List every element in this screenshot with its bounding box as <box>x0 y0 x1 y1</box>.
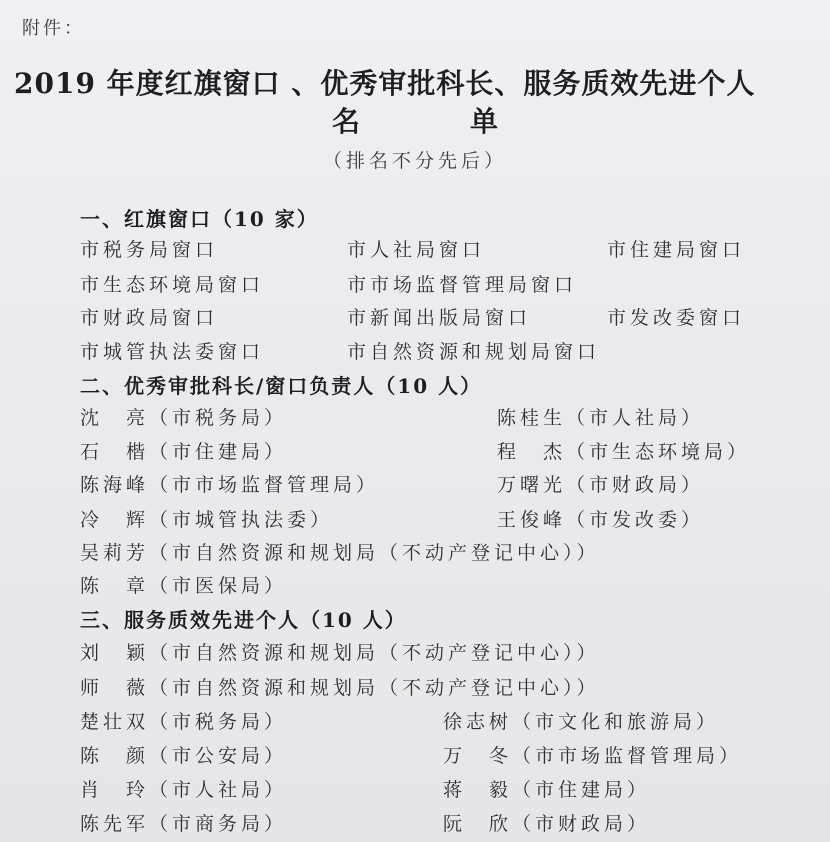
attachment-label: 附件： <box>22 18 85 39</box>
section3-item: 陈 颜（市公安局） <box>80 745 288 767</box>
title-char-ming: 名 <box>331 105 360 138</box>
section1-item: 市生态环境局窗口 <box>80 274 265 296</box>
section3-item: 蒋 毅（市住建局） <box>443 779 651 801</box>
section3-item: 徐志树（市文化和旅游局） <box>443 711 720 733</box>
section1-heading: 一、红旗窗口（10 家） <box>80 207 319 231</box>
section3-item: 肖 玲（市人社局） <box>80 779 288 801</box>
section2-heading: 二、优秀审批科长/窗口负责人（10 人） <box>80 374 483 398</box>
section3-item: 楚壮双（市税务局） <box>80 711 288 733</box>
section3-heading: 三、服务质效先进个人（10 人） <box>80 608 407 632</box>
section1-item: 市税务局窗口 <box>80 239 219 261</box>
section2-item: 冷 辉（市城管执法委） <box>80 509 334 531</box>
section1-item: 市城管执法委窗口 <box>80 341 265 363</box>
section1-item: 市财政局窗口 <box>80 307 219 329</box>
section1-item: 市自然资源和规划局窗口 <box>347 341 601 363</box>
section3-item: 师 薇（市自然资源和规划局（不动产登记中心）） <box>80 677 600 699</box>
title-char-dan: 单 <box>470 105 499 138</box>
document-title: 2019 年度红旗窗口 、优秀审批科长、服务质效先进个人 <box>14 67 756 100</box>
document-title-line2 <box>0 100 830 140</box>
section2-item: 沈 亮（市税务局） <box>80 407 288 429</box>
section2-item: 程 杰（市生态环境局） <box>497 441 751 463</box>
section2-item: 陈 章（市医保局） <box>80 575 288 597</box>
section3-item: 刘 颖（市自然资源和规划局（不动产登记中心）） <box>80 642 600 664</box>
section1-item: 市人社局窗口 <box>347 239 486 261</box>
section2-item: 陈桂生（市人社局） <box>497 407 705 429</box>
section2-item: 万曙光（市财政局） <box>497 474 705 496</box>
ranking-note: （排名不分先后） <box>322 150 507 172</box>
section1-item: 市发改委窗口 <box>607 307 746 329</box>
section3-item: 陈先军（市商务局） <box>80 813 288 835</box>
section3-item: 万 冬（市市场监督管理局） <box>443 745 743 767</box>
section2-item: 吴莉芳（市自然资源和规划局（不动产登记中心）） <box>80 542 600 564</box>
section1-item: 市住建局窗口 <box>607 239 746 261</box>
section3-item: 阮 欣（市财政局） <box>443 813 651 835</box>
section1-item: 市市场监督管理局窗口 <box>347 274 578 296</box>
section2-item: 王俊峰（市发改委） <box>497 509 705 531</box>
section1-item: 市新闻出版局窗口 <box>347 307 532 329</box>
section2-item: 石 楷（市住建局） <box>80 441 288 463</box>
section2-item: 陈海峰（市市场监督管理局） <box>80 474 380 496</box>
